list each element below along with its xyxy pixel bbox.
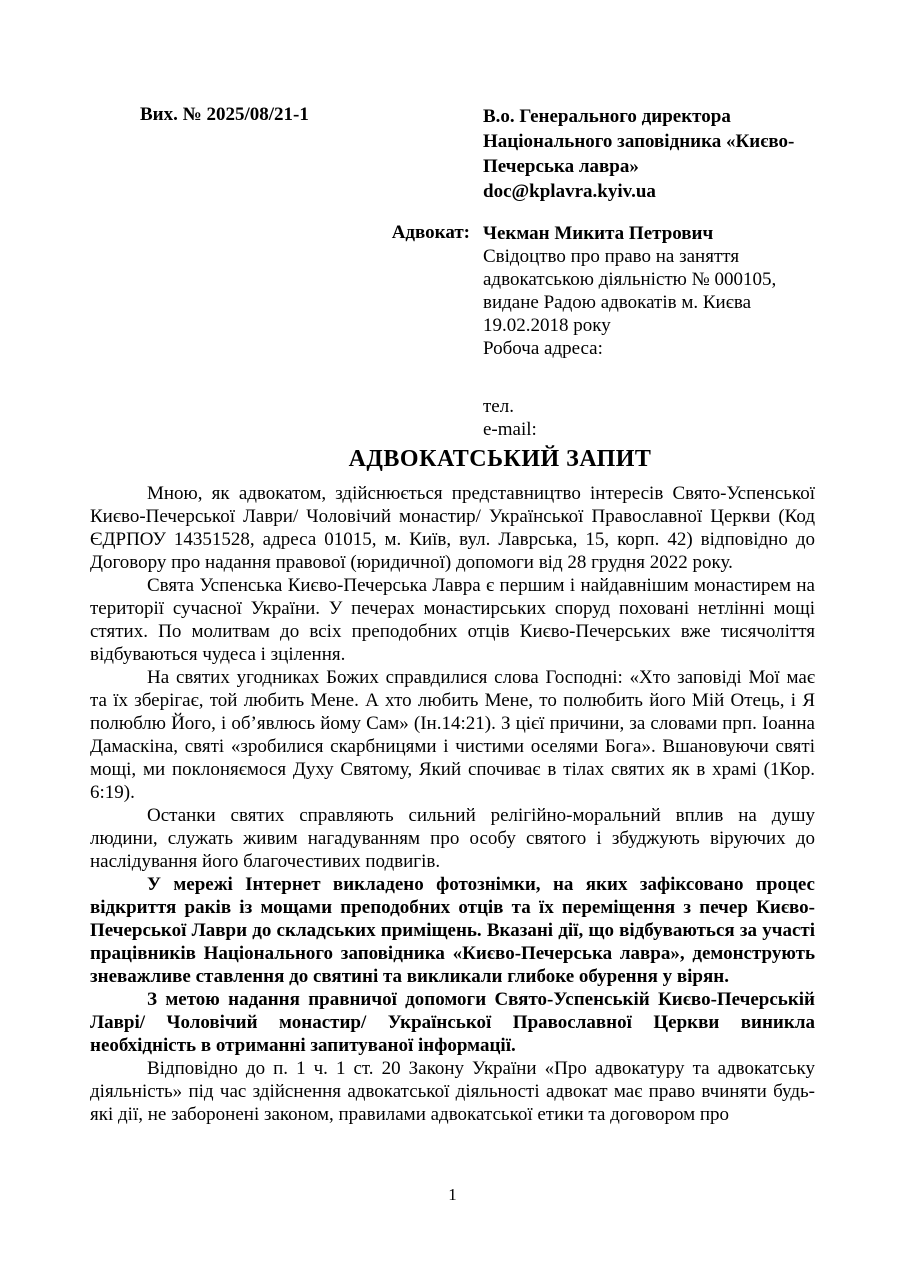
page-number: 1 [448, 1185, 457, 1204]
advocate-phone-label: тел. [483, 396, 514, 417]
advocate-detail-line: адвокатською діяльністю № 000105, [483, 269, 777, 290]
advocate-block [483, 222, 823, 441]
body-paragraph: На святих угодниках Божих справдилися слова Господні: «Хто заповіді Мої має та їх зберігає, той любить Мене. А хто любить Мене, то полюбить його Мій Отець, і Я полюблю Його, і об’явлюсь йому Сам» (Ін.14:21). З цієї причини, за словами прп. Іоанна Дамаскіна, святі «зробилися скарбницями і чистими оселями Бога». Вшановуючи святі мощі, ми поклоняємося Духу Святому, Який спочиває в тілах святих як в храмі (1Кор. 6:19). [90, 667, 815, 803]
advocate-detail-line: 19.02.2018 року [483, 315, 611, 336]
advocate-detail-line: Робоча адреса: [483, 338, 603, 359]
body-paragraph-bold: З метою надання правничої допомоги Свято-Успенській Києво-Печерській Лаврі/ Чоловічий монастир/ Української Православної Церкви виникла необхідність в отриманні запитуваної інформації. [90, 989, 815, 1056]
body-paragraph: Мною, як адвокатом, здійснюється представництво інтересів Свято-Успенської Києво-Печерської Лаври/ Чоловічий монастир/ Української Православної Церкви (Код ЄДРПОУ 14351528, адреса 01015, м. Київ, вул. Лаврська, 15, корп. 42) відповідно до Договору про надання правової (юридичної) допомоги від 28 грудня 2022 року. [90, 483, 815, 573]
outgoing-ref-number: Вих. № 2025/08/21-1 [140, 104, 309, 125]
advocate-email-label: e-mail: [483, 419, 537, 440]
advocate-contacts [483, 395, 823, 441]
recipient-line: В.о. Генерального директора [483, 106, 731, 127]
advocate-detail-line: Свідоцтво про право на заняття [483, 246, 740, 267]
recipient-email: doc@kplavra.kyiv.ua [483, 181, 656, 202]
recipient-line: Печерська лавра» [483, 156, 639, 177]
body-paragraph: Відповідно до п. 1 ч. 1 ст. 20 Закону України «Про адвокатуру та адвокатську діяльність» під час здійснення адвокатської діяльності адвокат має право вчиняти будь-які дії, не заборонені законом, правилами адвокатської етики та договором про [90, 1058, 815, 1125]
document-title: АДВОКАТСЬКИЙ ЗАПИТ [348, 446, 652, 472]
body-paragraph: Останки святих справляють сильний релігійно-моральний вплив на душу людини, служать живим нагадуванням про особу святого і збуджують віруючих до наслідування його благочестивих подвигів. [90, 805, 815, 872]
advocate-label: Адвокат: [391, 222, 470, 243]
recipient-block [483, 104, 823, 204]
body-paragraph: Свята Успенська Києво-Печерська Лавра є першим і найдавнішим монастирем на території сучасної України. У печерах монастирських споруд поховані нетлінні мощі стятих. По молитвам до всіх преподобних отців Києво-Печерських вже тисячоліття відбуваються чудеса і зцілення. [90, 575, 815, 665]
recipient-line: Національного заповідника «Києво- [483, 131, 795, 152]
advocate-name: Чекман Микита Петрович [483, 223, 714, 244]
advocate-detail-line: видане Радою адвокатів м. Києва [483, 292, 752, 313]
body-paragraph-bold: У мережі Інтернет викладено фотознімки, на яких зафіксовано процес відкриття раків із мощами преподобних отців та їх переміщення з печер Києво-Печерської Лаври до складських приміщень. Вказані дії, що відбуваються за участі працівників Національного заповідника «Києво-Печерська лавра», демонструють зневажливе ставлення до святині та викликали глибоке обурення у вірян. [90, 874, 815, 987]
document-body [90, 446, 815, 1126]
